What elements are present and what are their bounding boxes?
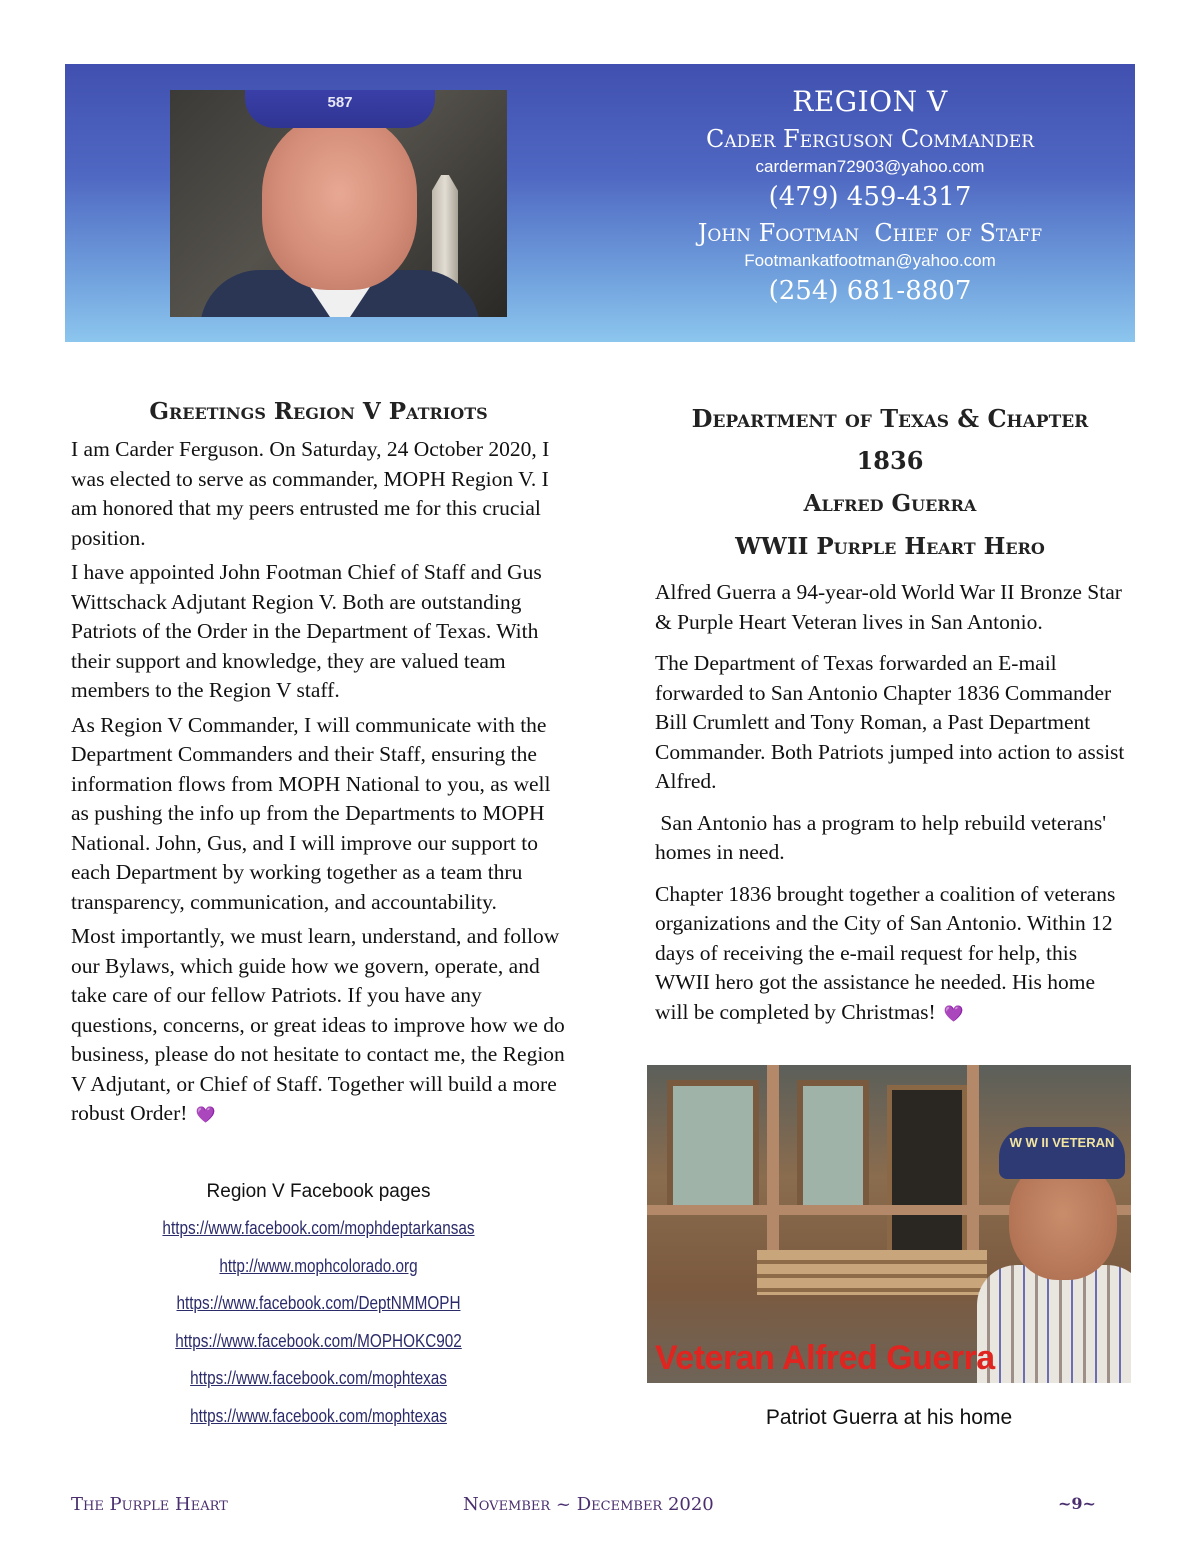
footer-issue-date: November ~ December 2020 bbox=[463, 1494, 714, 1515]
story-paragraph-text: Chapter 1836 brought together a coalition of veterans organizations and the City of San Antonio. Within 12 days of receiving the e-mail request for help, this WWII hero got the assistance he needed. His home will be completed by Christmas! bbox=[655, 881, 1116, 1024]
department-heading: Department of Texas & Chapter 1836 bbox=[691, 404, 1089, 475]
commander-email[interactable]: carderman72903@yahoo.com bbox=[755, 157, 985, 176]
chief-of-staff-name: John Footman Chief of Staff bbox=[697, 219, 1043, 247]
cap-number: 587 bbox=[327, 94, 353, 111]
region-title: REGION V bbox=[792, 85, 948, 118]
facebook-link-arkansas[interactable]: https://www.facebook.com/mophdeptarkansas bbox=[162, 1218, 475, 1238]
commander-phone: (479) 459-4317 bbox=[768, 182, 972, 212]
commander-name: Cader Ferguson Commander bbox=[705, 125, 1035, 153]
wwii-hero-heading: WWII Purple Heart Hero bbox=[735, 533, 1045, 560]
story-paragraph bbox=[655, 880, 1125, 1030]
facebook-link-new-mexico[interactable]: https://www.facebook.com/DeptNMMOPH bbox=[176, 1293, 461, 1313]
chief-email[interactable]: Footmankatfootman@yahoo.com bbox=[744, 251, 996, 270]
photo-caption: Patriot Guerra at his home bbox=[765, 1406, 1013, 1429]
facebook-link-texas-duplicate[interactable]: https://www.facebook.com/mophtexas bbox=[190, 1405, 447, 1426]
greeting-paragraph-text: Most importantly, we must learn, understand, and follow our Bylaws, which guide how we govern, operate, and take care of our fellow Patriots. If you have any questions, concerns, or great ideas to improve how we do business, please do not hesitate to contact me, the Region V Adjutant, or Chief of Staff. Together will build a more robust Order! bbox=[71, 924, 565, 1125]
story-paragraph: San Antonio has a program to help rebuild veterans' homes in need. bbox=[655, 810, 1112, 864]
greeting-paragraph: I have appointed John Footman Chief of Staff and Gus Wittschack Adjutant Region V. Both are outstanding Patriots of the Order in the Department of Texas. With their support and knowledge, they are valued team members to the Region V staff. bbox=[71, 560, 542, 702]
story-paragraph: Alfred Guerra a 94-year-old World War II Bronze Star & Purple Heart Veteran lives in San Antonio. bbox=[655, 580, 1122, 634]
doorway bbox=[887, 1085, 967, 1275]
alfred-guerra-heading: Alfred Guerra bbox=[803, 490, 977, 517]
photo-overlay-caption: Veteran Alfred Guerra bbox=[655, 1339, 995, 1377]
commander-photo bbox=[170, 90, 507, 317]
left-column bbox=[71, 398, 566, 1136]
window bbox=[667, 1080, 759, 1212]
purple-heart-icon: 💜 bbox=[195, 1107, 216, 1124]
story-paragraph: The Department of Texas forwarded an E-mail forwarded to San Antonio Chapter 1836 Commander Bill Crumlett and Tony Roman, a Past Department Commander. Both Patriots jumped into action to assist Alfred. bbox=[655, 651, 1125, 793]
facebook-links-list bbox=[71, 1213, 566, 1438]
footer-page-number: ~9~ bbox=[1058, 1494, 1096, 1513]
header-contact-block bbox=[640, 82, 1100, 310]
greeting-paragraph bbox=[71, 922, 566, 1131]
veteran-cap bbox=[999, 1127, 1125, 1179]
veteran-cap-text: W W II VETERAN bbox=[1009, 1135, 1115, 1150]
chief-phone: (254) 681-8807 bbox=[768, 276, 972, 306]
guerra-home-photo bbox=[647, 1065, 1131, 1383]
wood-steps bbox=[757, 1250, 987, 1295]
greetings-heading: Greetings Region V Patriots bbox=[149, 398, 488, 425]
window bbox=[797, 1080, 869, 1212]
greeting-paragraph: As Region V Commander, I will communicate with the Department Commanders and their Staff, ensuring the information flows from MOPH National to you, as well as pushing the info up from the Departments to MOPH National. John, Gus, and I will improve our support to each Department by working together as a team thru transparency, communication, and accountability. bbox=[71, 712, 551, 914]
purple-heart-icon: 💜 bbox=[943, 1005, 964, 1023]
commander-face bbox=[262, 115, 417, 290]
greeting-paragraph: I am Carder Ferguson. On Saturday, 24 October 2020, I was elected to serve as commander, MOPH Region V. I am honored that my peers entrusted me for this crucial position. bbox=[71, 437, 550, 550]
website-link-colorado[interactable]: http://www.mophcolorado.org bbox=[219, 1255, 418, 1276]
right-column bbox=[655, 398, 1125, 1034]
facebook-pages-title: Region V Facebook pages bbox=[206, 1181, 431, 1202]
footer-publication: The Purple Heart bbox=[71, 1494, 228, 1515]
facebook-link-oklahoma[interactable]: https://www.facebook.com/MOPHOKC902 bbox=[175, 1330, 462, 1351]
facebook-link-texas[interactable]: https://www.facebook.com/mophtexas bbox=[190, 1368, 447, 1388]
commander-cap bbox=[245, 90, 435, 128]
